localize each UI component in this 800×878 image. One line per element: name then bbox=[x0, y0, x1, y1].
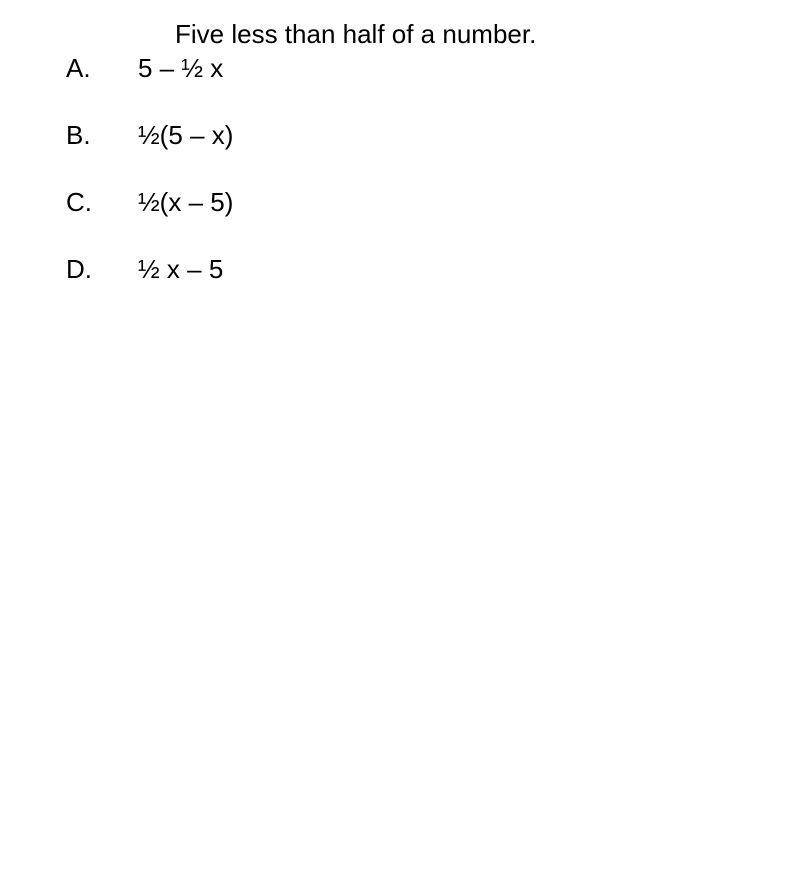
choice-letter: D. bbox=[66, 254, 92, 284]
choice-text: ½(x – 5) bbox=[138, 187, 234, 217]
question-text: Five less than half of a number. bbox=[175, 19, 537, 49]
choice-text: ½ x – 5 bbox=[138, 254, 224, 284]
choice-letter: A. bbox=[66, 53, 91, 83]
choice-letter: B. bbox=[66, 120, 91, 150]
choice-letter: C. bbox=[66, 187, 92, 217]
choice-text: 5 – ½ x bbox=[138, 53, 224, 83]
choice-text: ½(5 – x) bbox=[138, 120, 234, 150]
